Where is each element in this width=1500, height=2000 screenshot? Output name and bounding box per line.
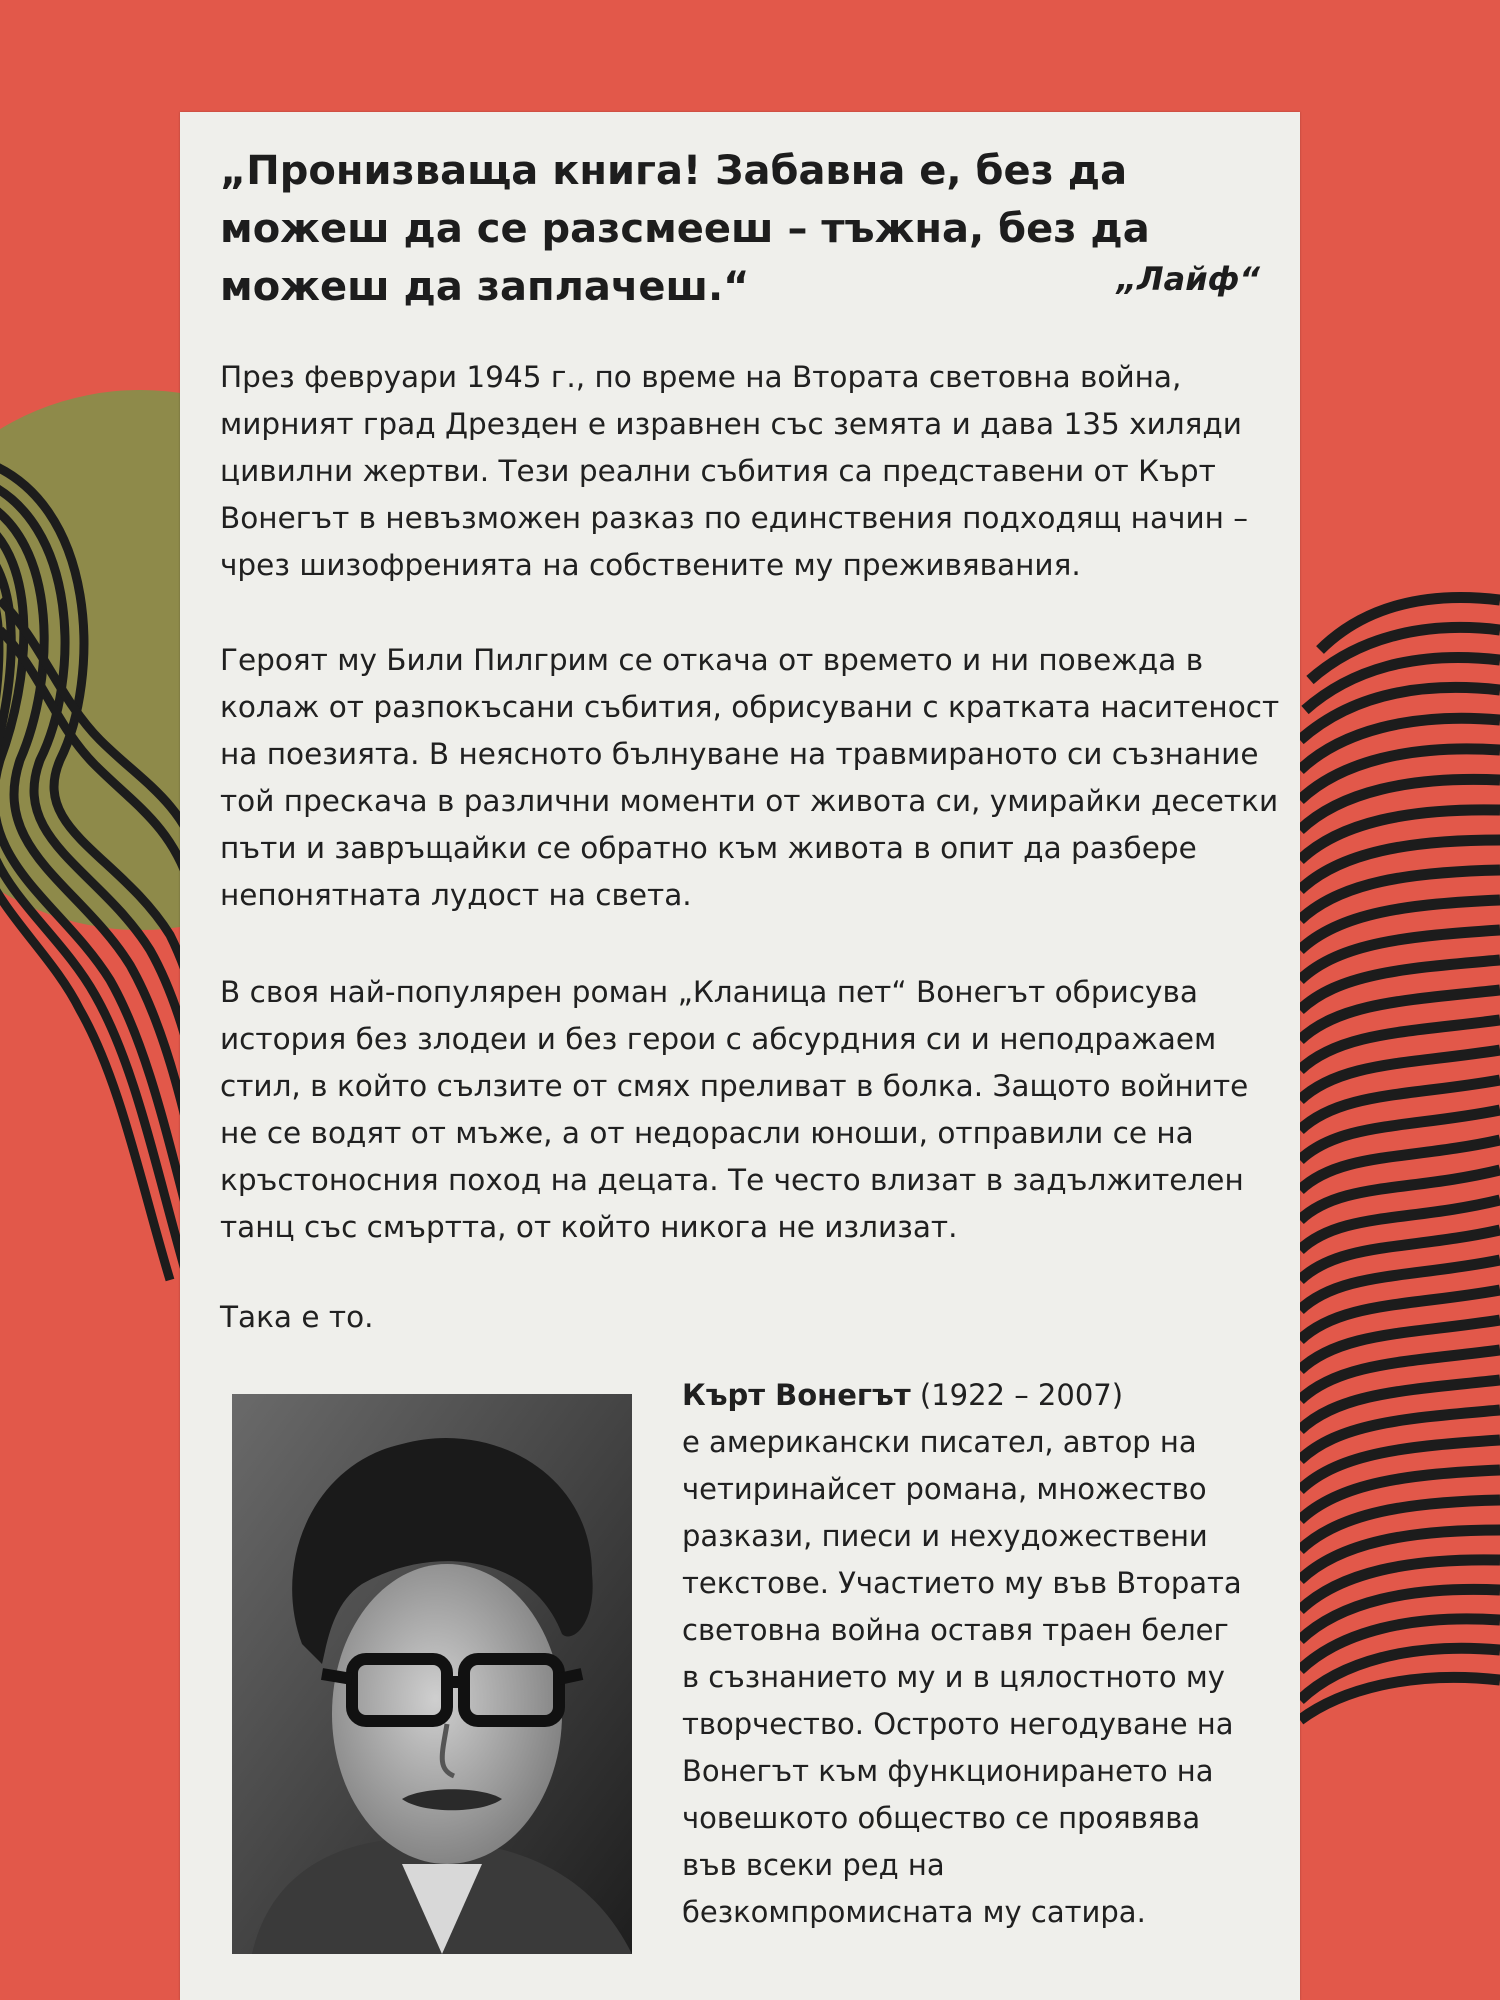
description-paragraph-1: През февруари 1945 г., по време на Втората световна война, мирният град Дрезден е изравнен със земята и дава 135 хиляди цивилни жертви. Тези реални събития са представени от Кърт Вонегът в невъзможен разказ по единствения подходящ начин – чрез шизофренията на собствените му преживявания. <box>220 360 1249 582</box>
closing-line: Така е то. <box>220 1300 374 1334</box>
author-years: (1922 – 2007) <box>919 1378 1124 1412</box>
author-bio-text: е американски писател, автор на четиринайсет романа, множество разкази, пиеси и нехудожествени текстове. Участието му във Втората световна война оставя траен белег в съзнанието му и в цялостното му творчество. Острото негодуване на Вонегът към функционирането на човешкото общество се проявява във всеки ред на безкомпромисната му сатира. <box>682 1425 1242 1929</box>
author-name: Кърт Вонегът <box>682 1378 911 1412</box>
author-bio <box>682 1372 1242 1936</box>
quote-source: „Лайф“ <box>1116 260 1260 298</box>
author-photo <box>232 1394 632 1954</box>
text-panel <box>180 112 1300 2000</box>
description-paragraph-2: Героят му Били Пилгрим се откача от времето и ни повежда в колаж от разпокъсани събития, обрисувани с кратката наситеност на поезията. В неясното бълнуване на травмираното си съзнание той прескача в различни моменти от живота си, умирайки десетки пъти и завръщайки се обратно към живота в опит да разбере непонятната лудост на света. <box>220 643 1280 912</box>
description-paragraph-3: В своя най-популярен роман „Кланица пет“ Вонегът обрисува история без злодеи и без герои с абсурдния си и неподражаем стил, в който сълзите от смях преливат в болка. Защото войните не се водят от мъже, а от недорасли юноши, отправили се на кръстоносния поход на децата. Те често влизат в задължителен танц със смъртта, от който никога не излизат. <box>220 975 1249 1244</box>
review-quote: „Пронизваща книга! Забавна е, без да можеш да се разсмееш – тъжна, без да можеш да заплачеш.“ <box>220 148 1150 310</box>
